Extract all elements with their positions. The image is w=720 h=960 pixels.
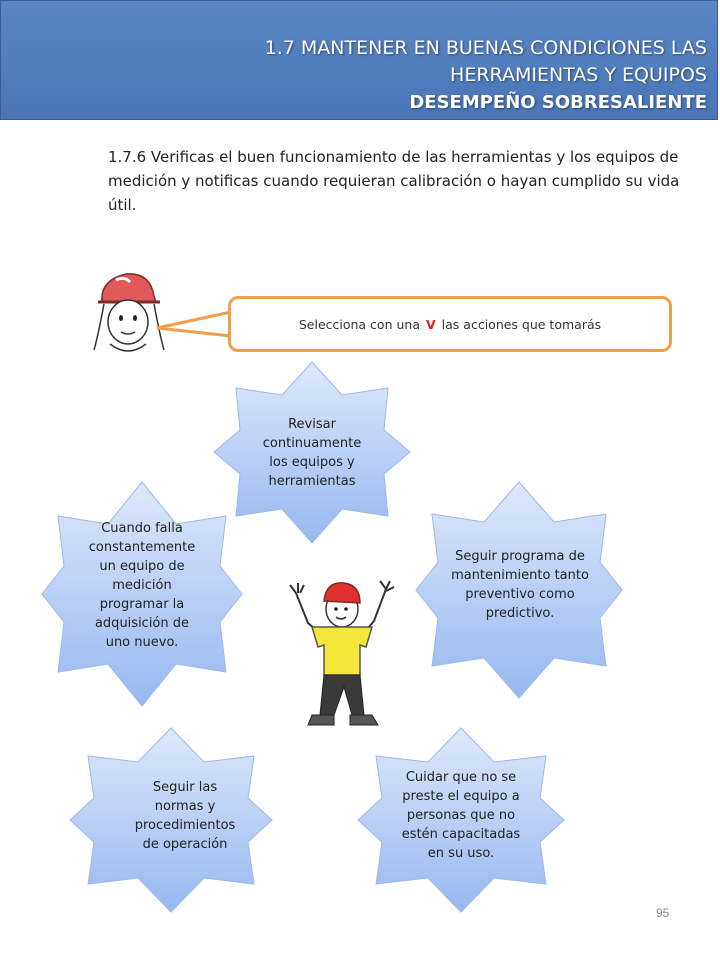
page-number: 95 (656, 906, 670, 920)
star-text-2: Cuando falla constantemente un equipo de medición programar la adquisición de uno nuevo. (88, 520, 196, 650)
star-text-3: Seguir programa de mantenimiento tanto preventivo como predictivo. (451, 549, 589, 621)
star-text-4: Seguir las normas y procedimientos de operación (134, 780, 236, 852)
star-text-1: Revisar continuamente los equipos y herramientas (262, 417, 362, 489)
title-banner (0, 0, 718, 120)
instruction-bubble (228, 296, 672, 352)
check-mark-v: V (425, 316, 436, 332)
title-line-1: 1.7 MANTENER EN BUENAS CONDICIONES LAS (264, 37, 707, 59)
intro-text: 1.7.6 Verificas el buen funcionamiento de las herramientas y los equipos de medición y notificas cuando requieran calibración o hayan cumplido su vida útil. (108, 148, 680, 214)
title-line-3: DESEMPEÑO SOBRESALIENTE (409, 92, 707, 113)
instruction-before: Selecciona con una (298, 316, 420, 332)
instruction-after: las acciones que tomarás (441, 316, 602, 332)
star-text-5: Cuidar que no se preste el equipo a personas que no estén capacitadas en su uso. (401, 769, 521, 861)
worker-boy-icon (282, 575, 402, 735)
title-line-2: HERRAMIENTAS Y EQUIPOS (450, 64, 707, 86)
speech-tail-icon (155, 310, 235, 340)
